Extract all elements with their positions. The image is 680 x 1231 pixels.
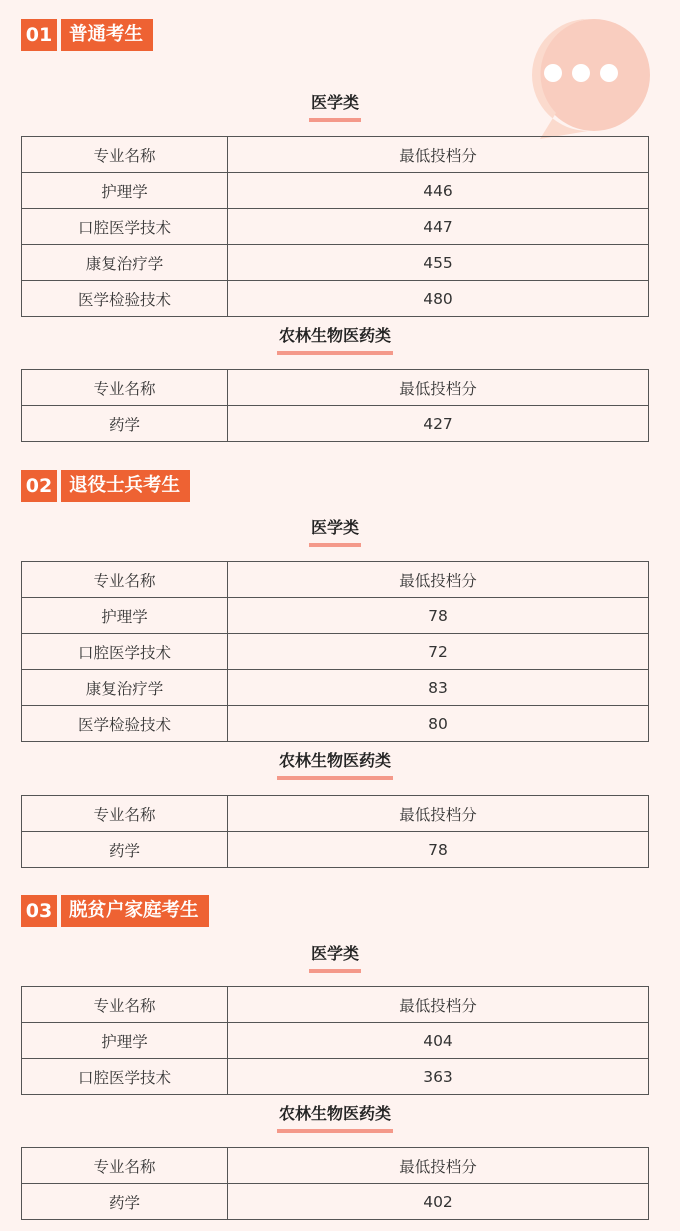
table-row bbox=[22, 281, 649, 317]
table-row bbox=[22, 670, 649, 706]
table-cell: 最低投档分 bbox=[228, 137, 649, 173]
score-table bbox=[21, 1147, 649, 1220]
table-row bbox=[22, 706, 649, 742]
section-header bbox=[21, 19, 649, 51]
table-cell: 专业名称 bbox=[22, 987, 228, 1023]
table-row bbox=[22, 406, 649, 442]
table-cell: 402 bbox=[228, 1184, 649, 1220]
table-cell: 药学 bbox=[22, 406, 228, 442]
table-row bbox=[22, 245, 649, 281]
table-cell: 护理学 bbox=[22, 173, 228, 209]
table-header-row bbox=[22, 1148, 649, 1184]
table-cell: 专业名称 bbox=[22, 370, 228, 406]
table-cell: 最低投档分 bbox=[228, 370, 649, 406]
table-header-row bbox=[22, 137, 649, 173]
category-label: 农林生物医药类 bbox=[277, 324, 393, 355]
table-cell: 口腔医学技术 bbox=[22, 209, 228, 245]
table-cell: 专业名称 bbox=[22, 796, 228, 832]
table-cell: 最低投档分 bbox=[228, 796, 649, 832]
table-cell: 83 bbox=[228, 670, 649, 706]
category-heading bbox=[21, 324, 649, 355]
category-heading bbox=[21, 749, 649, 780]
table-header-row bbox=[22, 562, 649, 598]
table-row bbox=[22, 1023, 649, 1059]
table-cell: 药学 bbox=[22, 1184, 228, 1220]
table-cell: 455 bbox=[228, 245, 649, 281]
category-label: 医学类 bbox=[309, 91, 361, 122]
table-cell: 医学检验技术 bbox=[22, 706, 228, 742]
section-title: 普通考生 bbox=[61, 19, 153, 51]
table-cell: 康复治疗学 bbox=[22, 245, 228, 281]
table-cell: 护理学 bbox=[22, 598, 228, 634]
table-cell: 护理学 bbox=[22, 1023, 228, 1059]
section-number: 01 bbox=[21, 19, 57, 51]
section-header bbox=[21, 895, 649, 927]
section-number: 03 bbox=[21, 895, 57, 927]
table-cell: 78 bbox=[228, 832, 649, 868]
table-row bbox=[22, 634, 649, 670]
section-general bbox=[21, 19, 649, 434]
score-table bbox=[21, 795, 649, 868]
table-cell: 康复治疗学 bbox=[22, 670, 228, 706]
table-cell: 447 bbox=[228, 209, 649, 245]
table-cell: 专业名称 bbox=[22, 1148, 228, 1184]
category-label: 农林生物医药类 bbox=[277, 749, 393, 780]
category-heading bbox=[21, 942, 649, 973]
section-number: 02 bbox=[21, 470, 57, 502]
table-cell: 最低投档分 bbox=[228, 1148, 649, 1184]
table-cell: 口腔医学技术 bbox=[22, 1059, 228, 1095]
score-table bbox=[21, 136, 649, 317]
table-cell: 480 bbox=[228, 281, 649, 317]
section-title: 退役士兵考生 bbox=[61, 470, 190, 502]
table-cell: 口腔医学技术 bbox=[22, 634, 228, 670]
table-cell: 最低投档分 bbox=[228, 562, 649, 598]
table-row bbox=[22, 832, 649, 868]
table-cell: 最低投档分 bbox=[228, 987, 649, 1023]
section-veterans bbox=[21, 470, 649, 860]
table-cell: 80 bbox=[228, 706, 649, 742]
table-header-row bbox=[22, 987, 649, 1023]
table-cell: 427 bbox=[228, 406, 649, 442]
table-row bbox=[22, 1184, 649, 1220]
section-poverty-relief bbox=[21, 895, 649, 1212]
table-cell: 446 bbox=[228, 173, 649, 209]
score-table bbox=[21, 561, 649, 742]
category-label: 医学类 bbox=[309, 942, 361, 973]
table-row bbox=[22, 598, 649, 634]
table-cell: 专业名称 bbox=[22, 562, 228, 598]
table-row bbox=[22, 1059, 649, 1095]
table-header-row bbox=[22, 370, 649, 406]
table-cell: 72 bbox=[228, 634, 649, 670]
table-row bbox=[22, 209, 649, 245]
table-header-row bbox=[22, 796, 649, 832]
section-header bbox=[21, 470, 649, 502]
score-table bbox=[21, 369, 649, 442]
score-table bbox=[21, 986, 649, 1095]
category-heading bbox=[21, 1102, 649, 1133]
table-cell: 78 bbox=[228, 598, 649, 634]
table-cell: 医学检验技术 bbox=[22, 281, 228, 317]
table-row bbox=[22, 173, 649, 209]
section-title: 脱贫户家庭考生 bbox=[61, 895, 209, 927]
table-cell: 404 bbox=[228, 1023, 649, 1059]
category-heading bbox=[21, 516, 649, 547]
category-heading bbox=[21, 91, 649, 122]
table-cell: 专业名称 bbox=[22, 137, 228, 173]
table-cell: 363 bbox=[228, 1059, 649, 1095]
category-label: 农林生物医药类 bbox=[277, 1102, 393, 1133]
table-cell: 药学 bbox=[22, 832, 228, 868]
category-label: 医学类 bbox=[309, 516, 361, 547]
